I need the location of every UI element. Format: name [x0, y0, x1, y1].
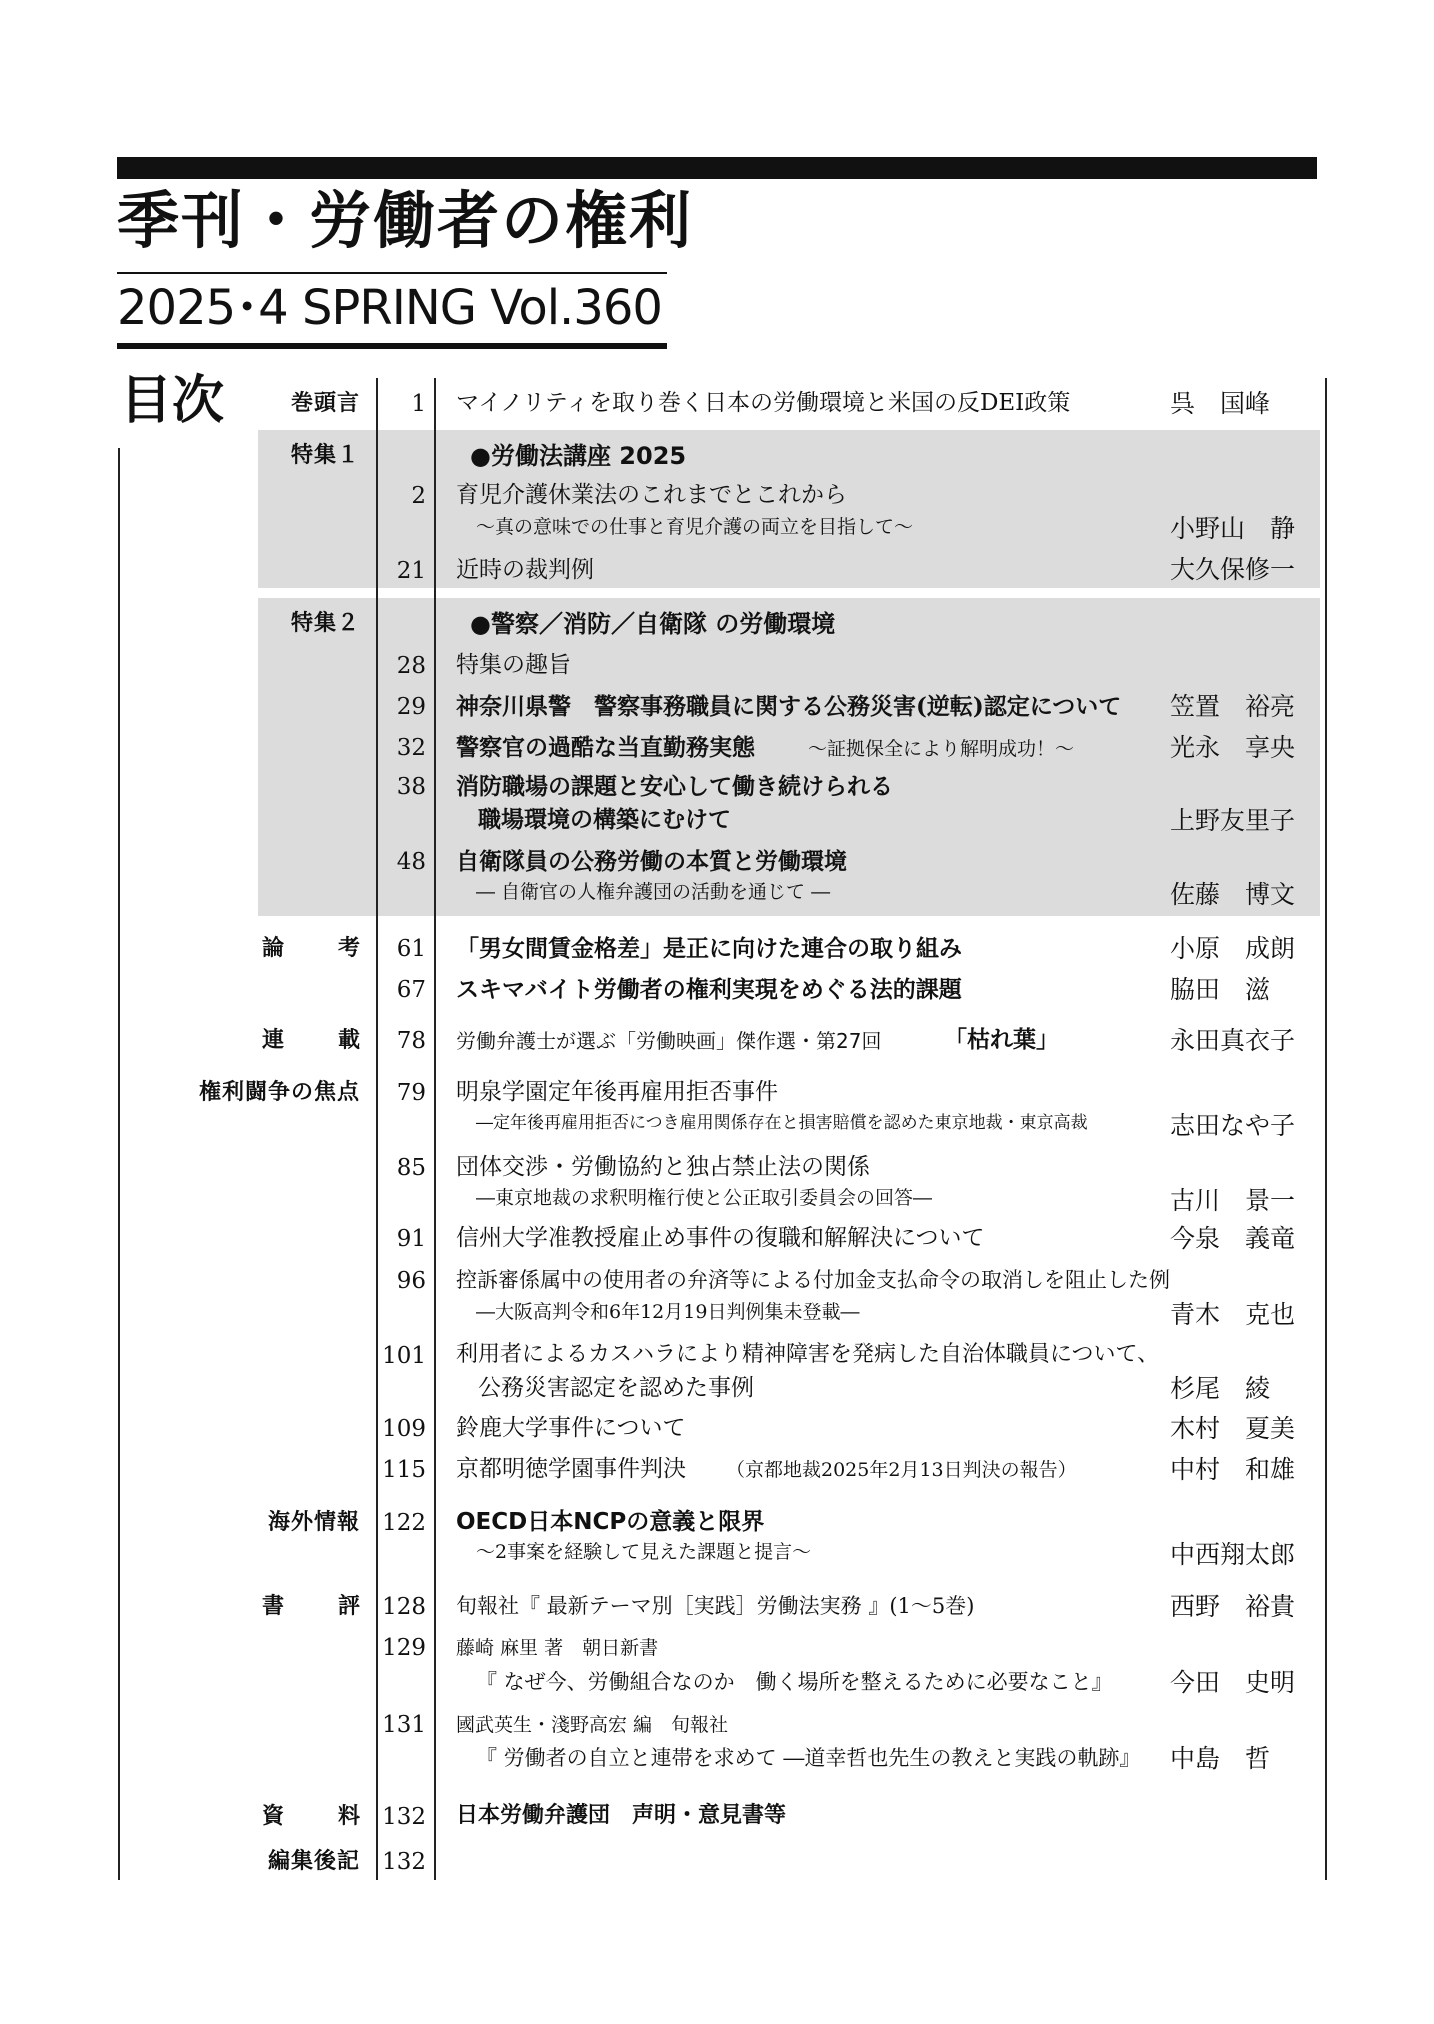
entry-subtitle: ―定年後再雇用拒否につき雇用関係存在と損害賠償を認めた東京地裁・東京高裁: [476, 1113, 1088, 1133]
entry-subtitle: 『 なぜ今、労働組合なのか 働く場所を整えるために必要なこと』: [476, 1670, 1113, 1694]
entry-title[interactable]: 藤崎 麻里 著 朝日新書: [456, 1637, 659, 1659]
category-label: 連 載: [261, 1028, 376, 1053]
entry-title[interactable]: 労働弁護士が選ぶ「労働映画」傑作選・第27回: [456, 1029, 882, 1053]
entry-title[interactable]: 団体交渉・労働協約と独占禁止法の関係: [456, 1154, 870, 1180]
entry-author: 笠置 裕亮: [1170, 692, 1296, 721]
page-number: 131: [382, 1712, 426, 1738]
entry-author: 中西翔太郎: [1170, 1540, 1296, 1569]
entry-title-line2: 公務災害認定を認めた事例: [478, 1375, 754, 1401]
page-number: 85: [396, 1155, 426, 1181]
entry-title[interactable]: 利用者によるカスハラにより精神障害を発病した自治体職員について、: [456, 1342, 1160, 1367]
entry-title[interactable]: マイノリティを取り巻く日本の労働環境と米国の反DEI政策: [456, 390, 1071, 416]
entry-author: 小原 成朗: [1170, 934, 1296, 963]
entry-title[interactable]: 明泉学園定年後再雇用拒否事件: [456, 1079, 778, 1105]
entry-title[interactable]: 國武英生・淺野高宏 編 旬報社: [456, 1714, 729, 1736]
entry-title-note: （京都地裁2025年2月13日判決の報告）: [726, 1459, 1077, 1481]
entry-title[interactable]: 警察官の過酷な当直勤務実態: [456, 734, 755, 761]
page-number: 109: [382, 1416, 426, 1442]
entry-author: 中島 哲: [1170, 1744, 1271, 1773]
entry-author: 脇田 滋: [1170, 975, 1271, 1004]
entry-author: 光永 享央: [1170, 733, 1296, 762]
page-number: 129: [382, 1635, 426, 1661]
entry-author: 今田 史明: [1170, 1668, 1296, 1697]
entry-author: 青木 克也: [1170, 1300, 1296, 1329]
entry-title[interactable]: 育児介護休業法のこれまでとこれから: [456, 482, 847, 508]
entry-subtitle: 『 労働者の自立と連帯を求めて ―道幸哲也先生の教えと実践の軌跡』: [476, 1746, 1141, 1770]
entry-title-emphasis: 「枯れ葉」: [944, 1027, 1059, 1053]
page-number: 115: [382, 1457, 426, 1483]
entry-subtitle: ～証拠保全により解明成功！～: [808, 738, 1075, 760]
entry-author: 西野 裕貴: [1170, 1592, 1296, 1621]
page-number: 21: [396, 558, 426, 584]
entry-title[interactable]: 京都明徳学園事件判決: [456, 1456, 686, 1482]
toc-title-column-rule: [434, 378, 436, 1880]
entry-title[interactable]: 控訴審係属中の使用者の弁済等による付加金支払命令の取消しを阻止した例: [456, 1268, 1170, 1292]
entry-subtitle: ―大阪高判令和6年12月19日判例集未登載―: [476, 1301, 860, 1323]
entry-author: 中村 和雄: [1170, 1455, 1296, 1484]
category-label: 資 料: [261, 1804, 376, 1829]
entry-title[interactable]: 鈴鹿大学事件について: [456, 1415, 686, 1441]
entry-author: 木村 夏美: [1170, 1414, 1296, 1443]
toc-left-rule: [118, 448, 120, 1880]
entry-author: 呉 国峰: [1170, 389, 1271, 418]
title-rule: [117, 272, 667, 274]
entry-title[interactable]: 近時の裁判例: [456, 557, 594, 583]
entry-author: 佐藤 博文: [1170, 880, 1296, 909]
entry-subtitle: ～真の意味での仕事と育児介護の両立を目指して～: [476, 516, 914, 538]
page-number: 79: [396, 1080, 426, 1106]
category-label: 巻頭言: [290, 391, 360, 416]
page-number: 78: [396, 1028, 426, 1054]
magazine-title: 季刊・労働者の権利: [117, 184, 694, 257]
entry-subtitle: ～2事案を経験して見えた課題と提言～: [476, 1541, 812, 1563]
page-number: 128: [382, 1594, 426, 1620]
entry-title[interactable]: スキマバイト労働者の権利実現をめぐる法的課題: [456, 976, 962, 1003]
entry-subtitle: ― 自衛官の人権弁護団の活動を通じて ―: [476, 881, 831, 903]
entry-title[interactable]: 日本労働弁護団 声明・意見書等: [456, 1803, 787, 1828]
page-number: 101: [382, 1343, 426, 1369]
page-number: 48: [396, 849, 426, 875]
page-number: 132: [382, 1849, 426, 1875]
page-number: 122: [382, 1510, 426, 1536]
page-number: 2: [411, 483, 426, 509]
category-label: 書 評: [261, 1594, 376, 1619]
page-number: 96: [396, 1268, 426, 1294]
entry-author: 今泉 義竜: [1170, 1224, 1296, 1253]
entry-title[interactable]: 信州大学准教授雇止め事件の復職和解解決について: [456, 1225, 985, 1251]
category-label: 特集２: [290, 611, 360, 636]
section-title: ●警察／消防／自衛隊 の労働環境: [470, 610, 836, 638]
entry-author: 永田真衣子: [1170, 1026, 1296, 1055]
page-number: 67: [396, 977, 426, 1003]
page-number: 132: [382, 1804, 426, 1830]
category-label: 論 考: [261, 936, 376, 961]
category-label: 海外情報: [267, 1510, 360, 1535]
entry-author: 志田なや子: [1170, 1111, 1296, 1140]
entry-author: 上野友里子: [1170, 806, 1296, 835]
page-number: 1: [411, 391, 426, 417]
toc-page-column-rule: [376, 378, 378, 1880]
page-number: 29: [396, 694, 426, 720]
page-number: 38: [396, 774, 426, 800]
entry-title[interactable]: OECD日本NCPの意義と限界: [456, 1509, 765, 1535]
entry-title[interactable]: 特集の趣旨: [456, 652, 571, 678]
page-number: 91: [396, 1226, 426, 1252]
entry-author: 杉尾 綾: [1170, 1374, 1271, 1403]
entry-subtitle: ―東京地裁の求釈明権行使と公正取引委員会の回答―: [476, 1187, 933, 1209]
category-label: 権利闘争の焦点: [198, 1080, 360, 1105]
page-number: 61: [396, 936, 426, 962]
entry-title[interactable]: 自衛隊員の公務労働の本質と労働環境: [456, 848, 847, 875]
page-number: 28: [396, 653, 426, 679]
volume-rule: [117, 343, 667, 349]
toc-right-rule: [1325, 378, 1327, 1880]
category-label: 特集１: [290, 443, 360, 468]
entry-title-line2: 職場環境の構築にむけて: [478, 806, 731, 833]
category-label: 編集後記: [267, 1849, 360, 1874]
entry-title[interactable]: 消防職場の課題と安心して働き続けられる: [456, 773, 893, 800]
section-title: ●労働法講座 2025: [470, 442, 687, 470]
top-rule: [117, 157, 1317, 179]
entry-author: 古川 景一: [1170, 1186, 1296, 1215]
volume-label: 2025･4 SPRING Vol.360: [117, 280, 662, 336]
entry-title[interactable]: 旬報社『 最新テーマ別［実践］労働法実務 』(1～5巻): [456, 1594, 975, 1618]
entry-title[interactable]: 神奈川県警 警察事務職員に関する公務災害(逆転)認定について: [456, 693, 1122, 720]
page-number: 32: [396, 735, 426, 761]
entry-title[interactable]: 「男女間賃金格差」是正に向けた連合の取り組み: [456, 935, 962, 962]
entry-author: 大久保修一: [1170, 555, 1296, 584]
toc-heading: 目次: [120, 371, 225, 431]
entry-author: 小野山 静: [1170, 514, 1296, 543]
